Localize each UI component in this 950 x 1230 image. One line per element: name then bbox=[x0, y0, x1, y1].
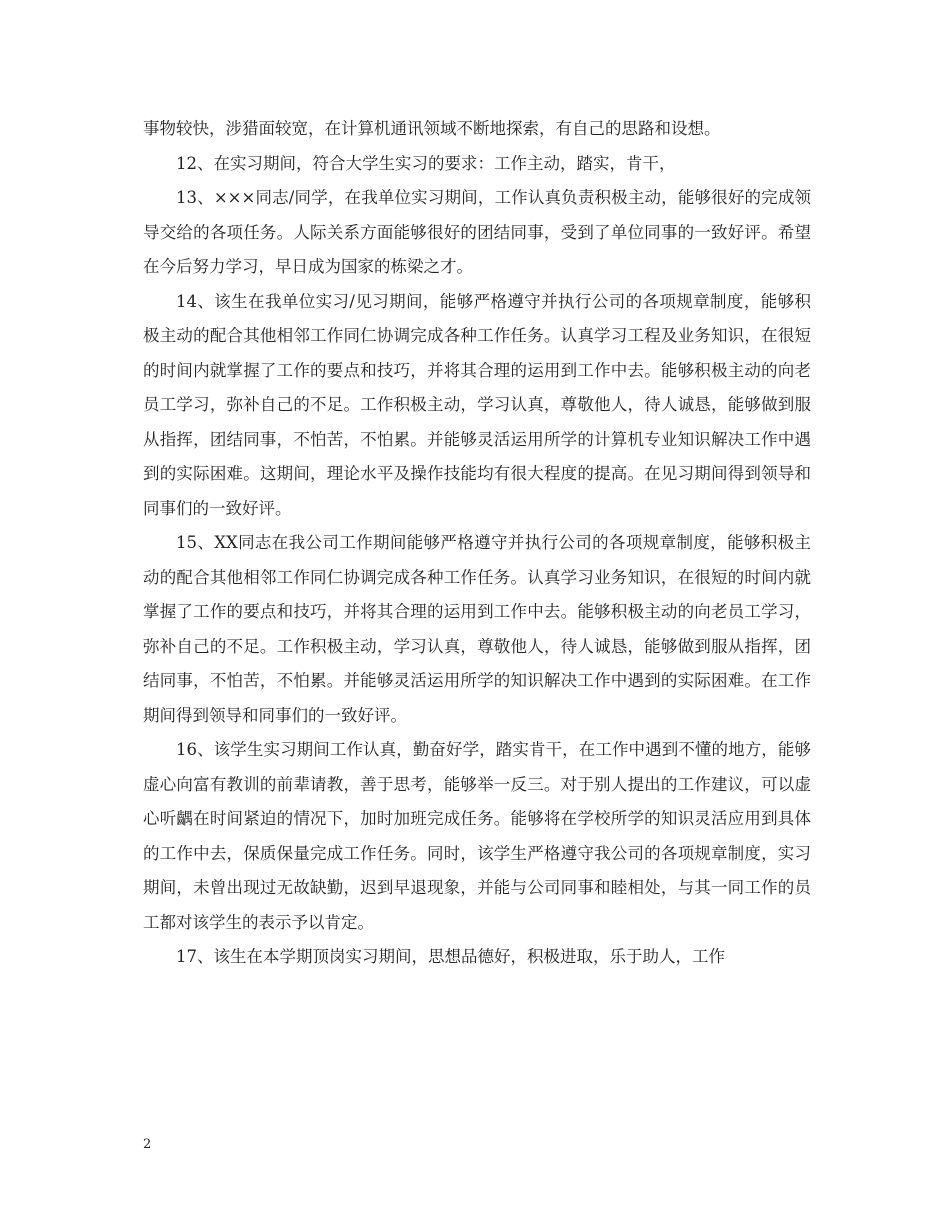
document-body bbox=[143, 112, 811, 975]
paragraph-item-12: 12、在实习期间，符合大学生实习的要求：工作主动，踏实，肯干， bbox=[176, 153, 676, 173]
paragraph-item-17: 17、该生在本学期顶岗实习期间，思想品德好，积极进取，乐于助人，工作 bbox=[176, 947, 725, 966]
paragraph-item-15: 15、XX同志在我公司工作期间能够严格遵守并执行公司的各项规章制度，能够积极主动的配合其他相邻工作同仁协调完成各种工作任务。认真学习业务知识，在很短的时间内就掌握了工作的要点和技巧，并将其合理的运用到工作中去。能够积极主动的向老员工学习，弥补自己的不足。工作积极主动，学习认真，尊敬他人，待人诚恳，能够做到服从指挥，团结同事，不怕苦，不怕累。并能够灵活运用所学的知识解决工作中遇到的实际困难。在工作期间得到领导和同事们的一致好评。 bbox=[143, 533, 811, 725]
page-number: 2 bbox=[143, 1137, 152, 1152]
paragraph-continuation: 事物较快，涉猎面较宽，在计算机通讯领域不断地探索，有自己的思路和设想。 bbox=[143, 119, 721, 138]
paragraph-item-14: 14、该生在我单位实习/见习期间，能够严格遵守并执行公司的各项规章制度，能够积极主动的配合其他相邻工作同仁协调完成各种工作任务。认真学习工程及业务知识，在很短的时间内就掌握了工作的要点和技巧，并将其合理的运用到工作中去。能够积极主动的向老员工学习，弥补自己的不足。工作积极主动，学习认真，尊敬他人，待人诚恳，能够做到服从指挥，团结同事，不怕苦，不怕累。并能够灵活运用所学的计算机专业知识解决工作中遇到的实际困难。这期间，理论水平及操作技能均有很大程度的提高。在见习期间得到领导和同事们的一致好评。 bbox=[143, 291, 811, 518]
paragraph-item-16: 16、该学生实习期间工作认真，勤奋好学，踏实肯干，在工作中遇到不懂的地方，能够虚心向富有教训的前辈请教，善于思考，能够举一反三。对于别人提出的工作建议，可以虚心听齵在时间紧迫的情况下，加时加班完成任务。能够将在学校所学的知识灵活应用到具体的工作中去，保质保量完成工作任务。同时，该学生严格遵守我公司的各项规章制度，实习期间，未曾出现过无故缺勤，迟到早退现象，并能与公司同事和睦相处，与其一同工作的员工都对该学生的表示予以肯定。 bbox=[143, 740, 811, 932]
paragraph-item-13: 13、×××同志/同学，在我单位实习期间，工作认真负责积极主动，能够很好的完成领导交给的各项任务。人际关系方面能够很好的团结同事，受到了单位同事的一致好评。希望在今后努力学习，早日成为国家的栋梁之才。 bbox=[143, 188, 811, 276]
